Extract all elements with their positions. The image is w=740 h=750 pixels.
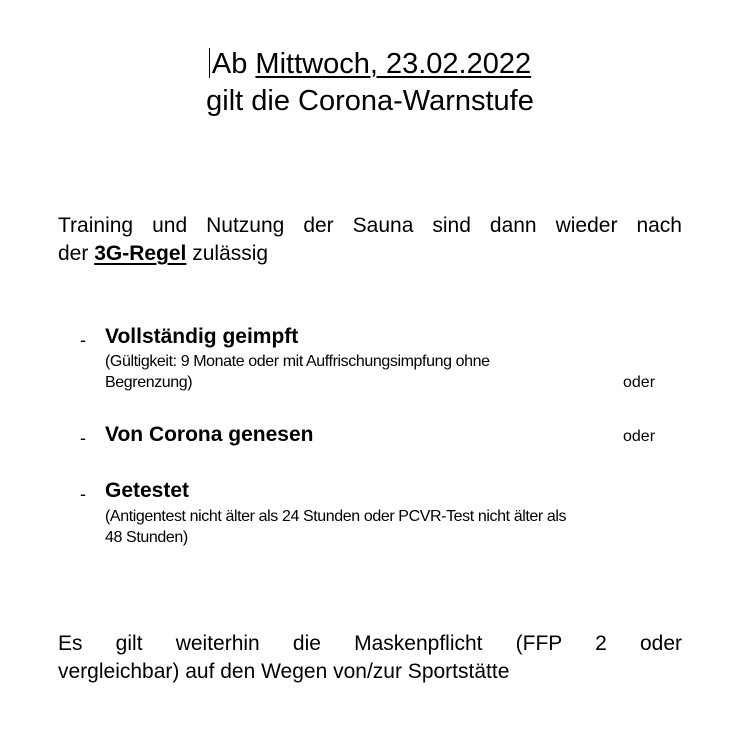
intro-prefix: der	[58, 242, 95, 265]
footer-line-1: Es gilt weiterhin die Maskenpflicht (FFP 2 oder	[58, 632, 682, 655]
intro-line-2	[58, 240, 682, 268]
footer-line-2: vergleichbar) auf den Wegen von/zur Sportstätte	[58, 660, 510, 683]
bullet-dash: -	[80, 428, 86, 448]
item-title-genesen: Von Corona genesen	[105, 423, 314, 446]
connector-oder: oder	[623, 374, 656, 391]
item-detail-geimpft-2: Begrenzung)	[105, 374, 193, 391]
item-title-geimpft: Vollständig geimpft	[105, 325, 299, 348]
intro-line-1: Training und Nutzung der Sauna sind dann wieder nach	[58, 214, 682, 237]
bullet-dash: -	[80, 484, 86, 504]
heading-prefix: Ab	[211, 48, 256, 80]
intro-suffix: zulässig	[186, 242, 269, 265]
text-cursor	[209, 48, 210, 78]
heading-warnstufe: gilt die Corona-Warnstufe	[206, 85, 534, 117]
item-detail-getestet-1: (Antigentest nicht älter als 24 Stunden oder PCVR-Test nicht älter als	[105, 508, 567, 525]
connector-oder: oder	[623, 428, 656, 445]
item-detail-geimpft-1: (Gültigkeit: 9 Monate oder mit Auffrischungsimpfung ohne	[105, 353, 490, 370]
heading-date-line	[0, 47, 740, 81]
bullet-dash: -	[80, 330, 86, 350]
item-detail-getestet-2: 48 Stunden)	[105, 529, 188, 546]
item-title-getestet: Getestet	[105, 479, 190, 502]
rule-3g: 3G-Regel	[94, 242, 187, 265]
heading-date: Mittwoch, 23.02.2022	[255, 48, 532, 80]
